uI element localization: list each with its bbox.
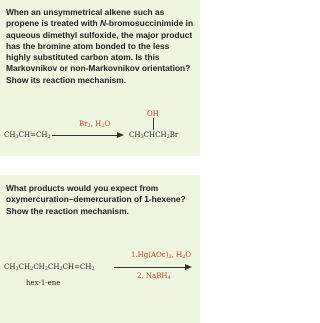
question-1-text: When an unsymmetrical alkene such as propene is treated with N-bromosuccinimide in aqueous dimethyl sulfoxide, the major product has the bromine atom bonded to the less highly substituted carbon atom. Is this Markovnikov or non-Markovnikov orientation? Show its reaction mechanism. [6, 7, 194, 85]
question-card-2 [0, 175, 200, 323]
reaction-1-product-hydroxyl: OH [147, 110, 159, 118]
reaction-2-arrow [114, 267, 186, 268]
reaction-1-arrow [52, 135, 118, 136]
question-card-1 [0, 0, 200, 156]
question-2-text: What products would you expect from oxymercuration–demercuration of 1-hexene? Show the reaction mechanism. [6, 183, 186, 216]
reaction-1-arrow-head [117, 132, 124, 138]
reaction-2-reactant: $CH_3CH_2CH_2CH_2CH=CH_2$ [4, 263, 95, 272]
reaction-1-reagents: $Br_2$, $H_2O$ [79, 120, 111, 129]
reaction-2-step-2: 2. NaBH$_4$ [137, 272, 171, 281]
reaction-2-reactant-name: hex-1-ene [26, 279, 61, 287]
reaction-1-product: $CH_3CHCH_2Br$ [129, 131, 179, 140]
reaction-1-reactant: $CH_3CH=CH_2$ [4, 131, 51, 140]
reaction-2-arrow-head [185, 264, 192, 270]
reaction-2-step-1: $1.Hg(AOc)_2$, $H_2O$ [131, 251, 192, 260]
reaction-1-product-bond [153, 118, 154, 130]
